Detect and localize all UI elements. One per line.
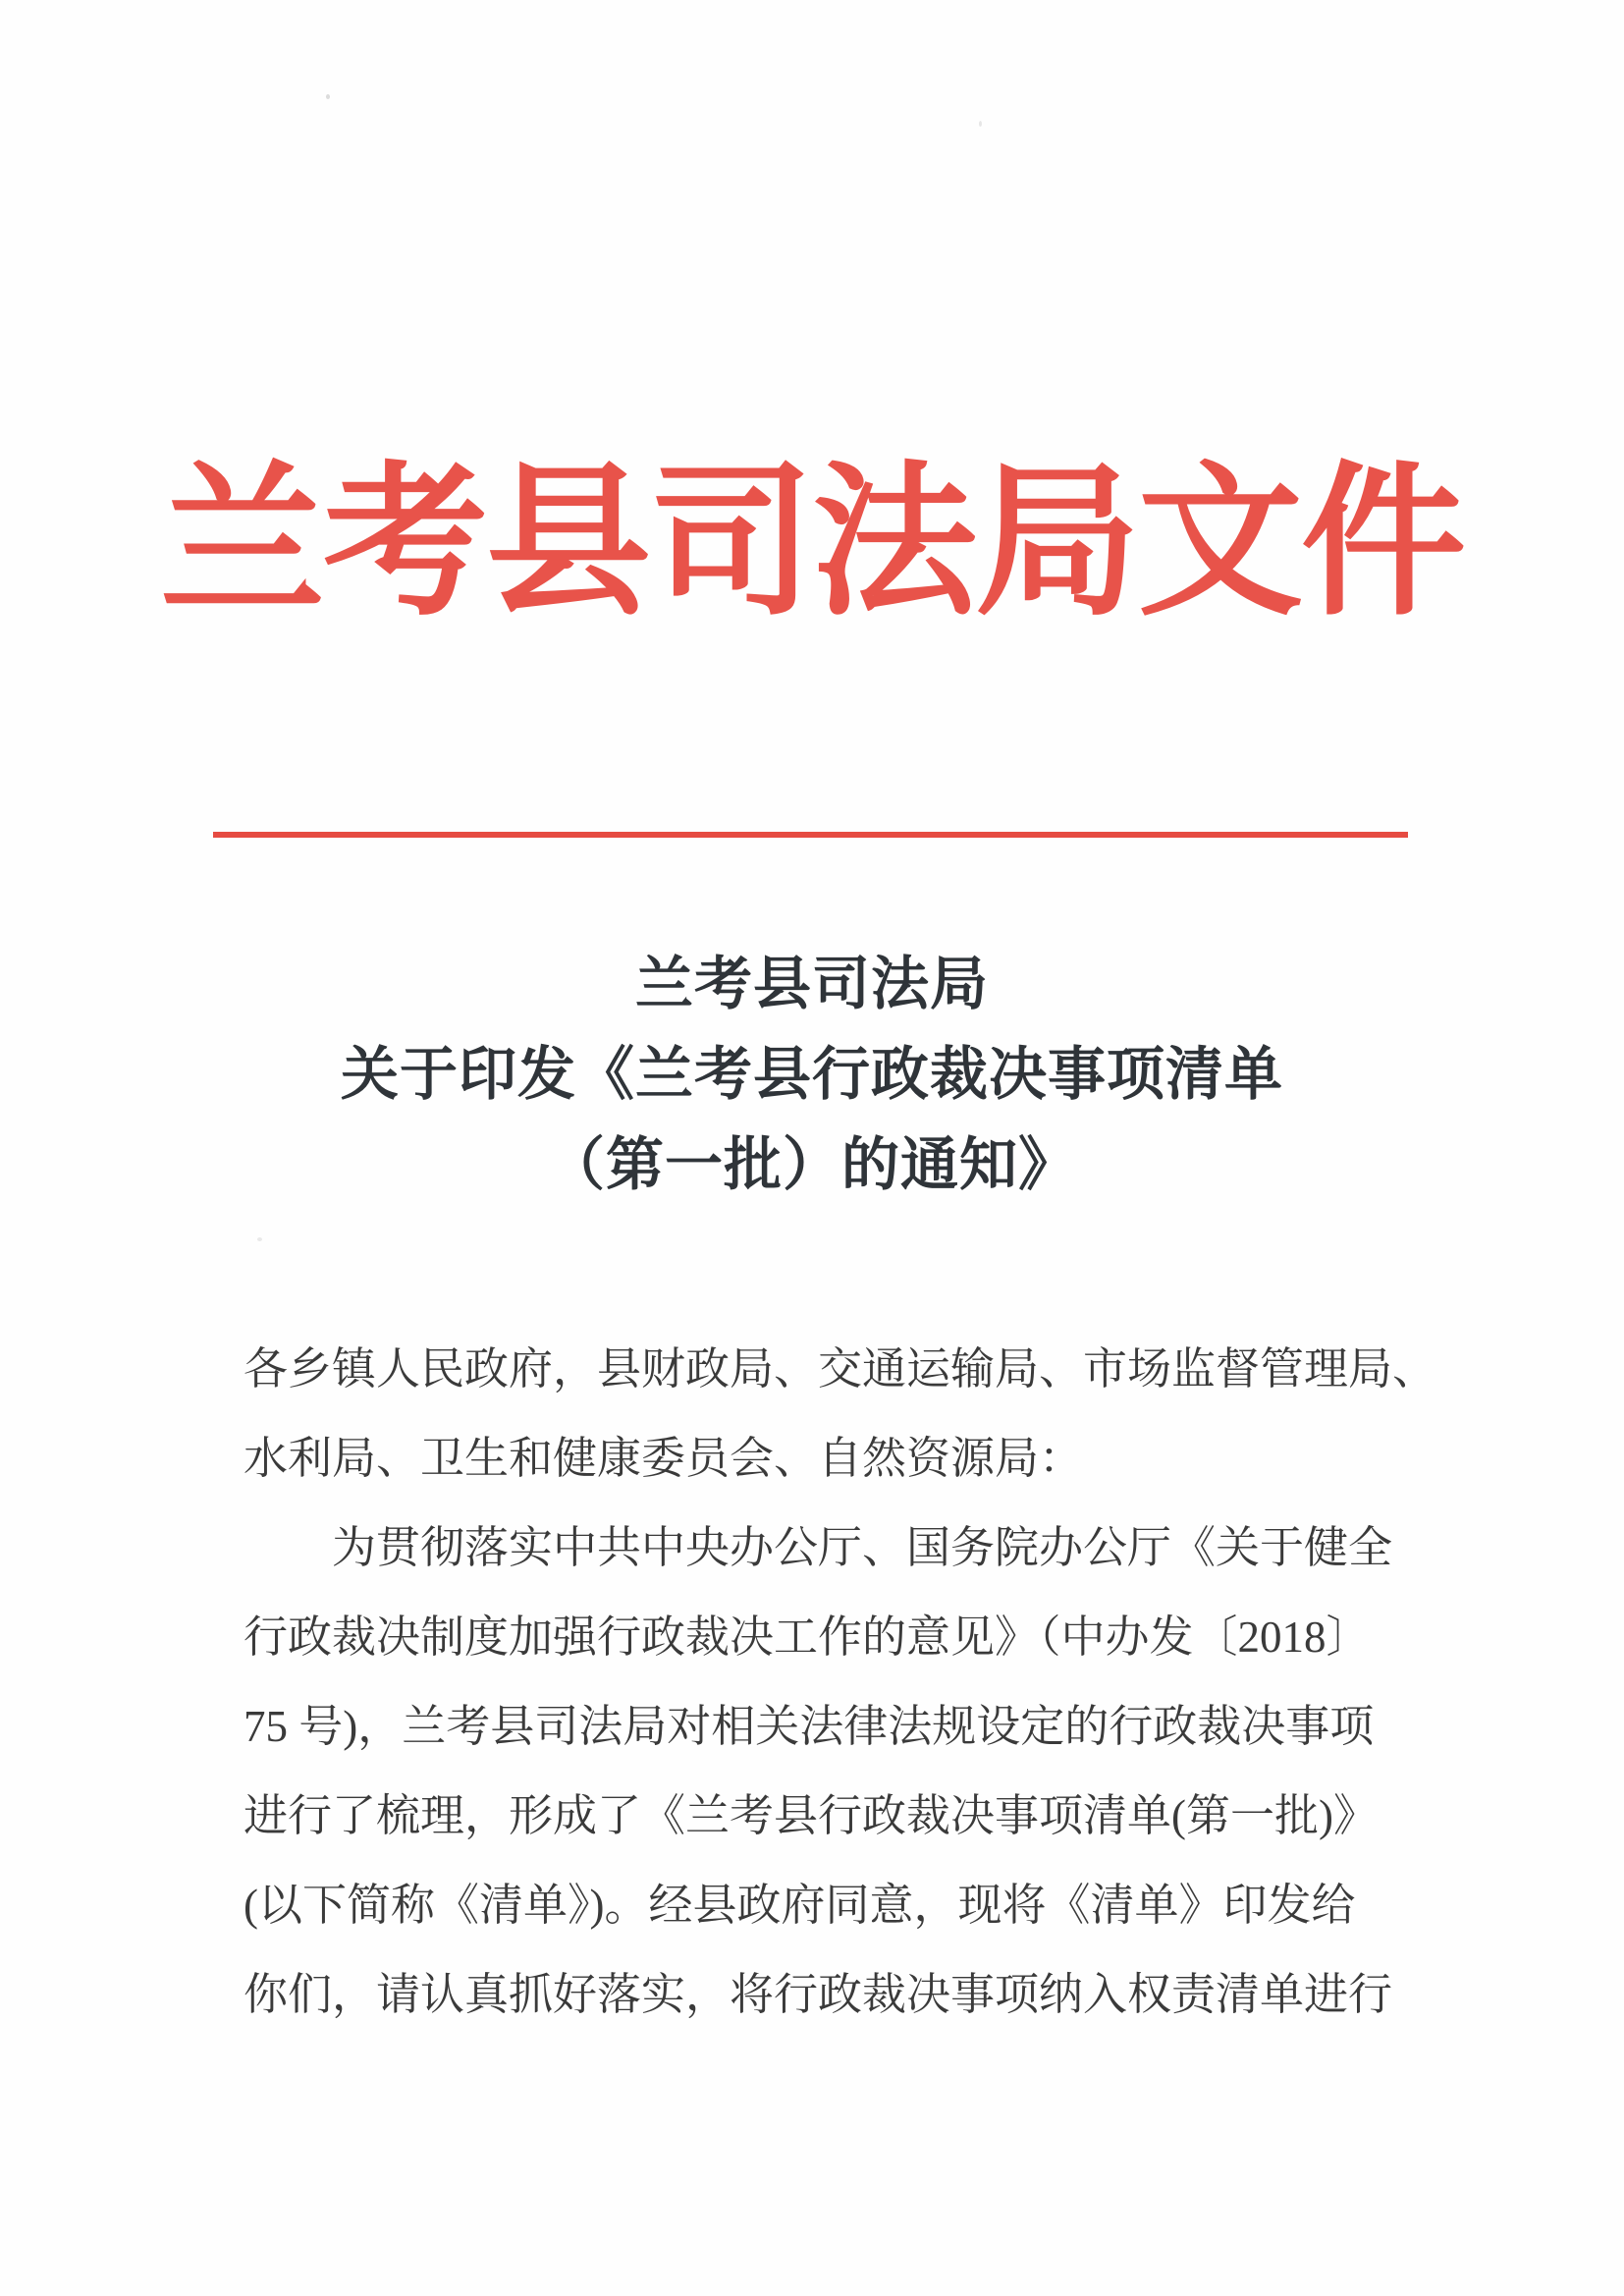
scan-speck xyxy=(979,121,982,127)
body-paragraph-line-1: 为贯彻落实中共中央办公厅、国务院办公厅《关于健全 xyxy=(332,1523,1393,1572)
document-title-line-3: （第一批）的通知》 xyxy=(546,1132,1077,1197)
document-title-line-1: 兰考县司法局 xyxy=(634,952,989,1016)
body-paragraph-line-5: (以下简称《清单》)。经县政府同意，现将《清单》印发给 xyxy=(244,1881,1356,1930)
scan-speck xyxy=(326,94,330,99)
document-body xyxy=(244,1325,1437,2040)
salutation-line-1: 各乡镇人民政府，县财政局、交通运输局、市场监督管理局、 xyxy=(244,1344,1437,1394)
scan-speck xyxy=(257,1237,262,1241)
body-paragraph-line-4: 进行了梳理，形成了《兰考县行政裁决事项清单(第一批)》 xyxy=(244,1791,1378,1840)
salutation-line-2: 水利局、卫生和健康委员会、自然资源局： xyxy=(244,1434,1084,1483)
body-paragraph-line-6: 你们，请认真抓好落实，将行政裁决事项纳入权责清单进行 xyxy=(244,1970,1393,2019)
red-divider-line xyxy=(213,832,1408,838)
body-paragraph-line-3: 75 号)，兰考县司法局对相关法律法规设定的行政裁决事项 xyxy=(244,1702,1375,1751)
body-paragraph-line-2: 行政裁决制度加强行政裁决工作的意见》（中办发〔2018〕 xyxy=(244,1613,1371,1662)
document-title-line-2: 关于印发《兰考县行政裁决事项清单 xyxy=(340,1042,1283,1107)
document-title xyxy=(0,939,1624,1210)
agency-banner-title: 兰考县司法局文件 xyxy=(160,453,1464,635)
